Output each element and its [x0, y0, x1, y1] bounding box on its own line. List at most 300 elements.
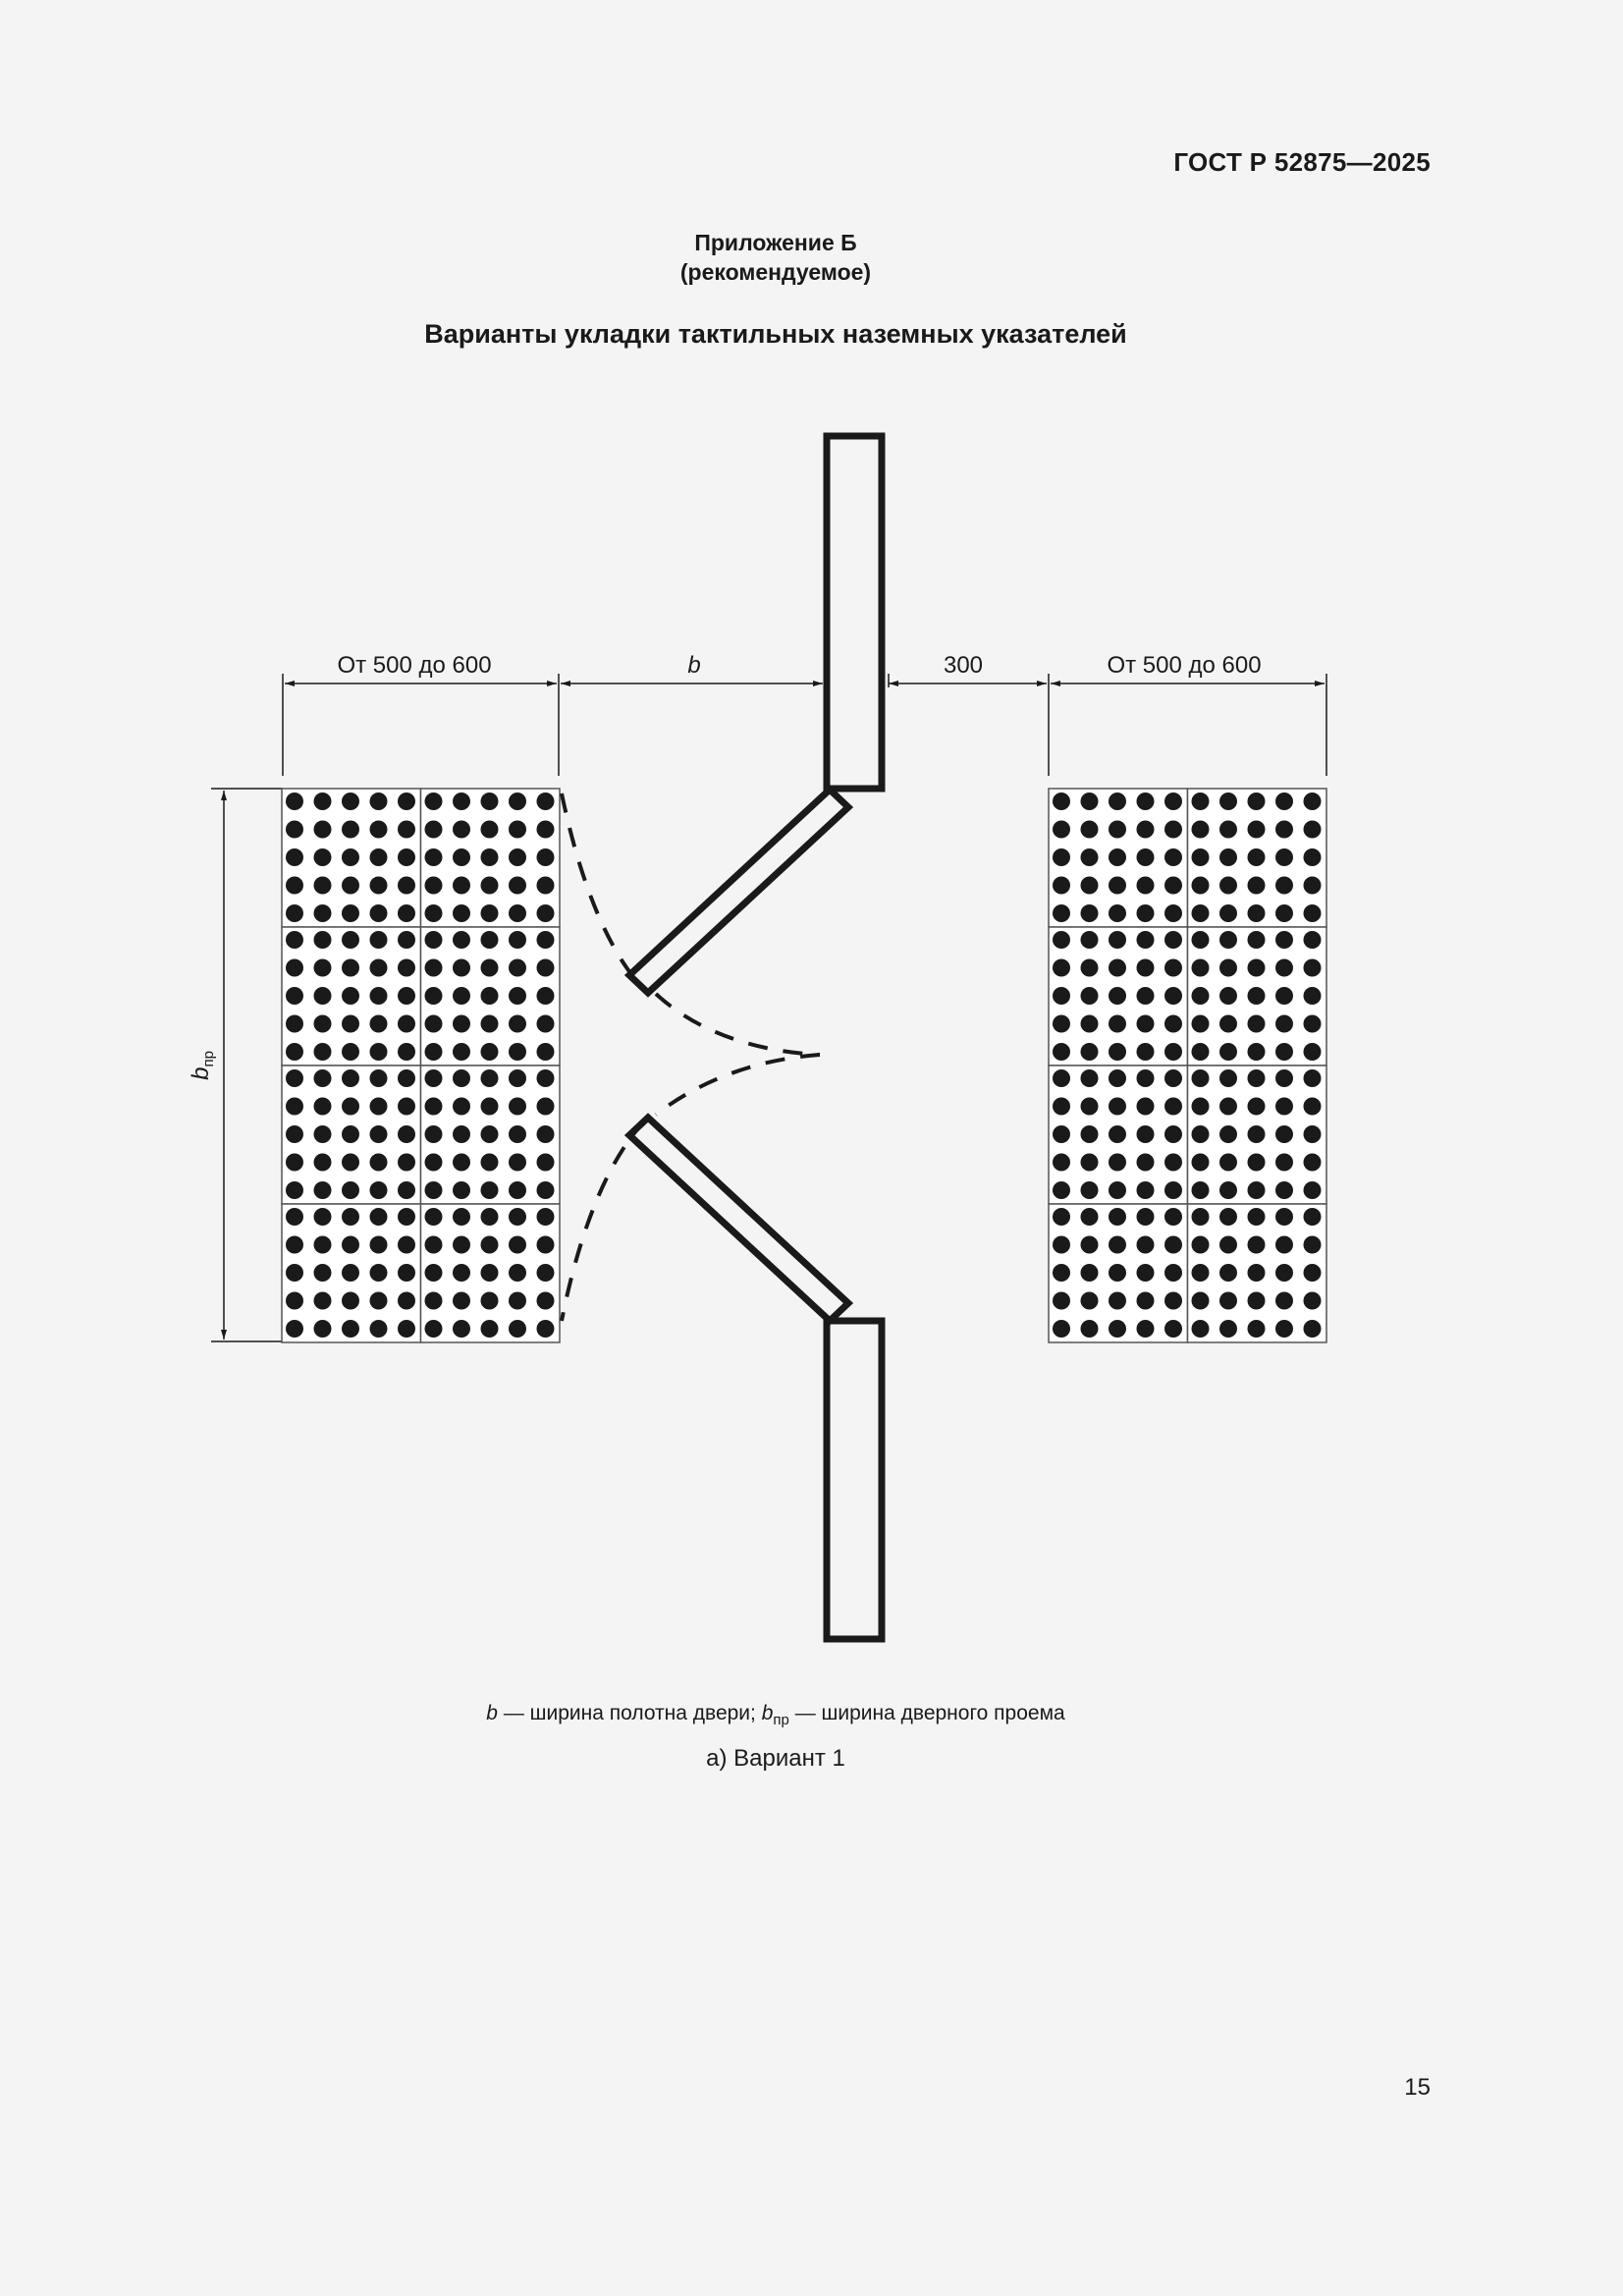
tactile-dot — [1081, 959, 1099, 977]
tactile-dot — [1304, 1015, 1322, 1033]
tactile-dot — [1053, 904, 1070, 922]
tactile-dot — [537, 1181, 555, 1199]
tactile-dot — [1275, 1125, 1293, 1143]
tactile-dot — [370, 848, 388, 866]
tactile-dot — [342, 1125, 359, 1143]
tactile-dot — [1248, 1264, 1266, 1282]
tactile-dot — [342, 848, 359, 866]
tactile-dot — [481, 1292, 499, 1310]
tactile-dot — [1164, 1043, 1182, 1061]
tactile-dot — [453, 793, 470, 810]
tactile-dot — [1275, 1292, 1293, 1310]
tactile-dot — [1248, 1292, 1266, 1310]
tactile-dot — [342, 1181, 359, 1199]
tactile-dot — [1053, 1069, 1070, 1087]
tactile-dot — [537, 1236, 555, 1254]
tactile-dot — [1304, 1236, 1322, 1254]
tactile-dot — [509, 1208, 526, 1226]
dim-opening-subscript: пр — [200, 1051, 217, 1067]
tactile-dot — [453, 877, 470, 895]
tactile-dot — [425, 1125, 443, 1143]
tactile-dot — [1248, 877, 1266, 895]
annex-title: Приложение Б — [694, 230, 857, 255]
tactile-dot — [1137, 1098, 1155, 1116]
tactile-dot — [1053, 1320, 1070, 1338]
tactile-dot — [1275, 1264, 1293, 1282]
swing-arc-upper-outer — [562, 793, 646, 992]
tactile-dot — [1137, 1181, 1155, 1199]
tactile-dot — [370, 931, 388, 949]
legend-symbol-b: b — [486, 1702, 498, 1724]
tactile-dot — [481, 959, 499, 977]
tactile-dot — [1219, 1069, 1237, 1087]
tactile-dot — [1053, 987, 1070, 1005]
tactile-dot — [425, 1236, 443, 1254]
tactile-dot — [425, 1015, 443, 1033]
tactile-dot — [314, 1125, 332, 1143]
tactile-dot — [509, 877, 526, 895]
tactile-dot — [537, 987, 555, 1005]
tactile-dot — [1248, 1043, 1266, 1061]
tactile-dot — [1275, 877, 1293, 895]
tactile-dot — [1192, 1015, 1210, 1033]
tactile-dot — [453, 1154, 470, 1172]
tactile-dot — [1137, 848, 1155, 866]
tactile-dot — [286, 1181, 303, 1199]
tactile-dot — [314, 1264, 332, 1282]
tactile-dot — [342, 959, 359, 977]
tactile-dot — [342, 1015, 359, 1033]
tactile-dot — [1219, 1181, 1237, 1199]
tactile-dot — [509, 904, 526, 922]
tactile-dot — [1109, 1320, 1126, 1338]
tactile-dot — [481, 793, 499, 810]
tactile-dot — [398, 959, 415, 977]
tactile-dot — [370, 793, 388, 810]
tactile-dot — [1275, 904, 1293, 922]
tactile-dot — [342, 1208, 359, 1226]
tactile-dot — [1164, 1098, 1182, 1116]
tactile-dot — [509, 1125, 526, 1143]
tactile-dot — [1192, 1292, 1210, 1310]
tactile-dot — [1192, 1069, 1210, 1087]
tactile-dot — [1137, 1236, 1155, 1254]
tactile-dot — [314, 1015, 332, 1033]
tactile-dot — [314, 1043, 332, 1061]
tactile-dot — [481, 1125, 499, 1143]
tactile-dot — [453, 1264, 470, 1282]
figure-title: Варианты укладки тактильных наземных указателей — [424, 319, 1127, 349]
tactile-dot — [342, 1236, 359, 1254]
tactile-dot — [1248, 931, 1266, 949]
tactile-dot — [453, 959, 470, 977]
tactile-dot — [398, 877, 415, 895]
tactile-dot — [425, 987, 443, 1005]
tactile-dot — [1192, 1098, 1210, 1116]
tactile-dot — [342, 1043, 359, 1061]
tactile-dot — [537, 793, 555, 810]
tactile-dot — [1304, 1154, 1322, 1172]
door-leaf-upper — [629, 790, 848, 993]
tactile-dot — [1219, 1125, 1237, 1143]
tactile-dot — [1053, 1125, 1070, 1143]
tactile-dot — [1275, 959, 1293, 977]
tactile-dot — [509, 821, 526, 839]
tactile-dot — [286, 987, 303, 1005]
tactile-dot — [453, 1069, 470, 1087]
tactile-dot — [481, 1208, 499, 1226]
tactile-dot — [286, 1125, 303, 1143]
tactile-dot — [1192, 848, 1210, 866]
tactile-dot — [370, 821, 388, 839]
tactile-dot — [314, 1236, 332, 1254]
tactile-dot — [1275, 1208, 1293, 1226]
tactile-dot — [1053, 1015, 1070, 1033]
tactile-dot — [398, 931, 415, 949]
tactile-dot — [1248, 1015, 1266, 1033]
tactile-dot — [1109, 1264, 1126, 1282]
tactile-dot — [1192, 1181, 1210, 1199]
tactile-dot — [286, 1098, 303, 1116]
tactile-dot — [1164, 877, 1182, 895]
tactile-dot — [481, 1015, 499, 1033]
tactile-dot — [1137, 1043, 1155, 1061]
tactile-dot — [537, 1098, 555, 1116]
annex-status: (рекомендуемое) — [679, 259, 872, 285]
tactile-dot — [1053, 959, 1070, 977]
tactile-dot — [1053, 1098, 1070, 1116]
tactile-dot — [1081, 848, 1099, 866]
tactile-dot — [1275, 987, 1293, 1005]
tactile-dot — [481, 877, 499, 895]
tactile-dot — [1304, 877, 1322, 895]
tactile-dot — [1304, 793, 1322, 810]
tactile-dot — [1275, 1154, 1293, 1172]
tactile-dot — [1219, 931, 1237, 949]
tactile-dot — [1109, 1069, 1126, 1087]
tactile-dot — [1192, 1264, 1210, 1282]
tactile-dot — [1219, 1098, 1237, 1116]
tactile-dot — [1275, 793, 1293, 810]
tactile-dot — [425, 1043, 443, 1061]
tactile-dot — [1304, 931, 1322, 949]
tactile-dot — [314, 1181, 332, 1199]
tactile-dot — [481, 1069, 499, 1087]
tactile-dot — [1219, 1043, 1237, 1061]
tactile-dot — [342, 987, 359, 1005]
tactile-dot — [1137, 793, 1155, 810]
tactile-dot — [1304, 1292, 1322, 1310]
tactile-dot — [1053, 1181, 1070, 1199]
tactile-dot — [1275, 1015, 1293, 1033]
tactile-dot — [1081, 931, 1099, 949]
tactile-dot — [1109, 1098, 1126, 1116]
tactile-dot — [481, 1264, 499, 1282]
tactile-dot — [1219, 848, 1237, 866]
tactile-dot — [1053, 848, 1070, 866]
tactile-dot — [1164, 1015, 1182, 1033]
tactile-dot — [1275, 848, 1293, 866]
tactile-dot — [1137, 959, 1155, 977]
tactile-dot — [453, 848, 470, 866]
tactile-dot — [453, 1015, 470, 1033]
tactile-dot — [1109, 821, 1126, 839]
tactile-dot — [1219, 1154, 1237, 1172]
tactile-dot — [1192, 1043, 1210, 1061]
tactile-dot — [453, 821, 470, 839]
tactile-dot — [398, 1125, 415, 1143]
tactile-dot — [1248, 1320, 1266, 1338]
dim-right-width: От 500 до 600 — [1107, 652, 1262, 679]
tactile-dot — [1109, 1236, 1126, 1254]
tactile-dot — [1081, 1043, 1099, 1061]
tactile-dot — [1081, 1208, 1099, 1226]
tactile-dot — [1275, 1043, 1293, 1061]
tactile-dot — [453, 1125, 470, 1143]
tactile-dot — [314, 904, 332, 922]
tactile-dot — [453, 1236, 470, 1254]
tactile-dot — [1137, 1292, 1155, 1310]
door-leaf-lower — [629, 1118, 848, 1321]
figure-legend — [0, 1702, 1551, 1728]
tactile-dot — [1053, 821, 1070, 839]
tactile-dot — [1137, 931, 1155, 949]
tactile-dot — [1248, 1208, 1266, 1226]
tactile-dot — [1137, 1154, 1155, 1172]
tactile-dot — [1219, 1015, 1237, 1033]
tactile-dot — [481, 1236, 499, 1254]
tactile-dot — [1164, 1125, 1182, 1143]
tactile-dot — [370, 1098, 388, 1116]
tactile-dot — [537, 1125, 555, 1143]
tactile-tiles-right — [1049, 789, 1326, 1342]
tactile-dot — [1081, 1069, 1099, 1087]
tactile-dot — [425, 1069, 443, 1087]
tactile-dot — [1081, 1098, 1099, 1116]
tactile-dot — [1219, 793, 1237, 810]
tactile-dot — [1053, 1264, 1070, 1282]
tactile-dot — [342, 1320, 359, 1338]
tactile-dot — [425, 821, 443, 839]
tactile-dot — [314, 877, 332, 895]
tactile-dot — [537, 1320, 555, 1338]
dim-opening-width — [188, 1051, 217, 1080]
tactile-dot — [1081, 1320, 1099, 1338]
tactile-dot — [1248, 1069, 1266, 1087]
tactile-dot — [286, 848, 303, 866]
tactile-dot — [425, 959, 443, 977]
tactile-dot — [286, 931, 303, 949]
tactile-dot — [425, 793, 443, 810]
tactile-dot — [398, 1320, 415, 1338]
tactile-dot — [342, 904, 359, 922]
tactile-dot — [1109, 848, 1126, 866]
tactile-dot — [286, 1320, 303, 1338]
tactile-dot — [1109, 1125, 1126, 1143]
tactile-dot — [537, 821, 555, 839]
swing-arc-lower-outer — [562, 1120, 646, 1321]
tactile-dot — [286, 959, 303, 977]
tactile-dot — [314, 821, 332, 839]
tactile-dot — [398, 1098, 415, 1116]
tactile-dot — [370, 1015, 388, 1033]
tactile-dot — [1275, 931, 1293, 949]
tactile-dot — [509, 848, 526, 866]
tactile-dot — [370, 904, 388, 922]
tactile-dot — [425, 1320, 443, 1338]
tactile-dot — [1304, 1208, 1322, 1226]
tactile-dot — [1192, 1320, 1210, 1338]
tactile-dot — [425, 848, 443, 866]
tactile-dot — [1304, 1098, 1322, 1116]
legend-symbol-b2: b — [761, 1702, 774, 1724]
tactile-dot — [1109, 1208, 1126, 1226]
tactile-dot — [314, 848, 332, 866]
tactile-dot — [1304, 821, 1322, 839]
swing-arc-upper-inner — [656, 994, 820, 1055]
dim-door-width: b — [687, 652, 701, 679]
tactile-dot — [1275, 1181, 1293, 1199]
tactile-dot — [1081, 1181, 1099, 1199]
tactile-dot — [509, 1154, 526, 1172]
tactile-dot — [509, 1015, 526, 1033]
tactile-dot — [286, 1154, 303, 1172]
tactile-dot — [537, 1043, 555, 1061]
wall-lower — [827, 1321, 882, 1639]
tactile-dot — [314, 987, 332, 1005]
tactile-dot — [314, 959, 332, 977]
tactile-dot — [1081, 1125, 1099, 1143]
tactile-dot — [453, 931, 470, 949]
tactile-dot — [509, 1043, 526, 1061]
tactile-dot — [398, 1236, 415, 1254]
tactile-dot — [1137, 821, 1155, 839]
tactile-dot — [1304, 987, 1322, 1005]
tactile-dot — [1192, 1125, 1210, 1143]
tactile-dot — [370, 959, 388, 977]
tactile-dot — [1137, 1015, 1155, 1033]
tactile-dot — [425, 1264, 443, 1282]
tactile-dot — [509, 1069, 526, 1087]
tactile-dot — [1275, 1320, 1293, 1338]
variant-label: а) Вариант 1 — [706, 1745, 845, 1772]
tactile-dot — [342, 793, 359, 810]
tactile-dot — [398, 1264, 415, 1282]
tactile-dot — [1219, 1208, 1237, 1226]
tactile-dot — [398, 904, 415, 922]
tactile-dot — [1164, 1264, 1182, 1282]
tactile-dot — [1109, 793, 1126, 810]
tactile-dot — [1248, 1154, 1266, 1172]
tactile-dot — [1248, 959, 1266, 977]
tactile-dot — [398, 1069, 415, 1087]
tactile-dot — [342, 1069, 359, 1087]
tactile-dot — [481, 1098, 499, 1116]
tactile-dot — [509, 1264, 526, 1282]
tactile-dot — [1192, 793, 1210, 810]
tactile-dot — [1109, 1292, 1126, 1310]
tactile-dot — [398, 1043, 415, 1061]
tactile-dot — [398, 1208, 415, 1226]
tactile-dot — [1219, 987, 1237, 1005]
tactile-dot — [1248, 904, 1266, 922]
tactile-dot — [1053, 877, 1070, 895]
tactile-dot — [286, 1043, 303, 1061]
tactile-dot — [425, 1098, 443, 1116]
tactile-dot — [1192, 931, 1210, 949]
tactile-dot — [1304, 959, 1322, 977]
tactile-dot — [1081, 793, 1099, 810]
tactile-dot — [453, 1292, 470, 1310]
tactile-dot — [1275, 821, 1293, 839]
tactile-dot — [1275, 1098, 1293, 1116]
tactile-dot — [286, 904, 303, 922]
tactile-dot — [1192, 959, 1210, 977]
tactile-dot — [1164, 1292, 1182, 1310]
tactile-dot — [1109, 959, 1126, 977]
tactile-dot — [398, 1181, 415, 1199]
tactile-dot — [509, 1292, 526, 1310]
tactile-dot — [286, 1236, 303, 1254]
tactile-dot — [537, 1154, 555, 1172]
tactile-dot — [342, 931, 359, 949]
tactile-dot — [1164, 1236, 1182, 1254]
tactile-dot — [398, 1015, 415, 1033]
tactile-dot — [425, 904, 443, 922]
tactile-dot — [1192, 1236, 1210, 1254]
tactile-dot — [509, 959, 526, 977]
tactile-dot — [481, 848, 499, 866]
tactile-dot — [509, 1181, 526, 1199]
tactile-dot — [1164, 959, 1182, 977]
tactile-dot — [1081, 1154, 1099, 1172]
tactile-dot — [1304, 1264, 1322, 1282]
tactile-dot — [1109, 987, 1126, 1005]
tactile-dot — [370, 1264, 388, 1282]
tactile-dot — [370, 1125, 388, 1143]
tactile-dot — [1219, 821, 1237, 839]
tactile-dot — [537, 848, 555, 866]
tactile-dot — [1137, 1320, 1155, 1338]
tactile-dot — [1275, 1069, 1293, 1087]
tactile-dot — [1304, 1069, 1322, 1087]
tactile-dot — [1219, 1264, 1237, 1282]
page-number: 15 — [1404, 2074, 1431, 2101]
tactile-dot — [1275, 1236, 1293, 1254]
tactile-dot — [481, 987, 499, 1005]
svg-text:bпр — [188, 1051, 217, 1080]
tactile-dot — [314, 931, 332, 949]
tactile-dot — [425, 1181, 443, 1199]
tactile-dot — [1081, 877, 1099, 895]
tactile-dot — [1081, 1292, 1099, 1310]
tactile-dot — [425, 1292, 443, 1310]
tactile-dot — [537, 1208, 555, 1226]
tactile-dot — [453, 1043, 470, 1061]
tactile-dot — [1164, 1154, 1182, 1172]
tactile-dot — [481, 1320, 499, 1338]
tactile-dot — [1164, 987, 1182, 1005]
tactile-dot — [1219, 877, 1237, 895]
tactile-dot — [1109, 1043, 1126, 1061]
tactile-dot — [314, 1069, 332, 1087]
tactile-dot — [1248, 1098, 1266, 1116]
tactile-dot — [286, 1015, 303, 1033]
tactile-dot — [398, 793, 415, 810]
tactile-dot — [1219, 904, 1237, 922]
tactile-dot — [342, 1292, 359, 1310]
tactile-dot — [1109, 904, 1126, 922]
